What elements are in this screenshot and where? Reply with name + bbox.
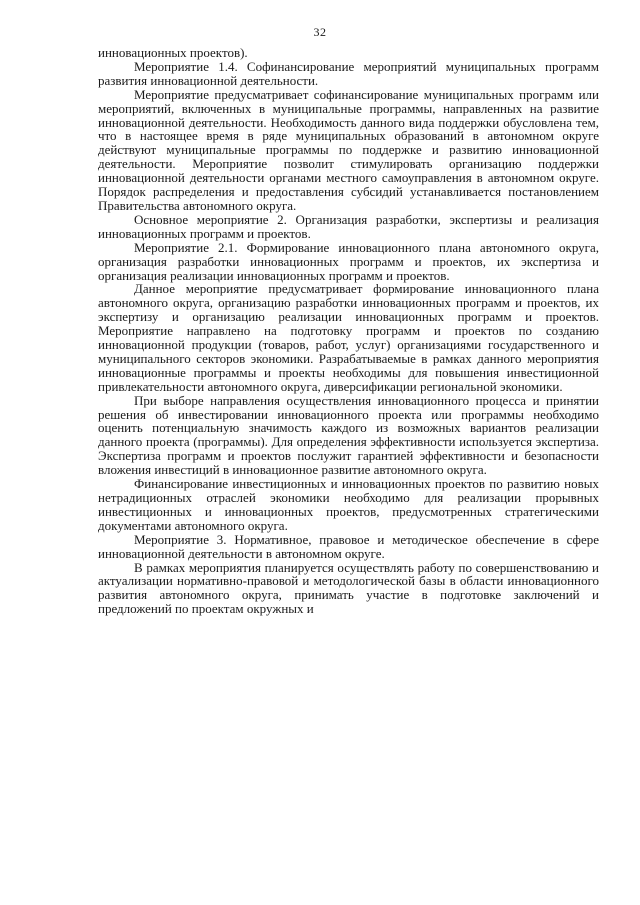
paragraph-measure-3: Мероприятие 3. Нормативное, правовое и методическое обеспечение в сфере инновационной деятельности в автономном округе. bbox=[98, 531, 599, 561]
paragraph-measure-1-4-description: Мероприятие предусматривает софинансирование муниципальных программ или мероприятий, включенных в муниципальные программы, направленных на развитие инновационной деятельности. Необходимость данного вида поддержки обусловлена тем, что в настоящее время в ряде муниципальных образований в автономном округе действуют муниципальные программы по поддержке и развитию инновационной деятельности. Мероприятие позволит стимулировать организацию поддержки инновационной деятельности органами местного самоуправления в автономном округе. Порядок распределения и предоставления субсидий устанавливается постановлением Правительства автономного округа. bbox=[98, 86, 599, 213]
paragraph-financing: Финансирование инвестиционных и инновационных проектов по развитию новых нетрадиционных отраслей экономики необходимо для реализации прорывных инвестиционных и инновационных проектов, предусмотренных стратегическими документами автономного округа. bbox=[98, 476, 599, 533]
paragraph-measure-2-1-description: Данное мероприятие предусматривает формирование инновационного плана автономного округа, организацию разработки инновационных программ и проектов, их экспертизу и организацию реализации инновационных программ и проектов. Мероприятие направлено на подготовку программ и проектов по созданию инновационной продукции (товаров, работ, услуг) организациями государственного и муниципального секторов экономики. Разрабатываемые в рамках данного мероприятия инновационные программы и проекты необходимы для повышения инвестиционной привлекательности автономного округа, диверсификации региональной экономики. bbox=[98, 281, 599, 394]
paragraph-measure-3-description: В рамках мероприятия планируется осуществлять работу по совершенствованию и актуализации нормативно-правовой и методологической базы в области инновационного развития автономного округа, принимать участие в подготовке заключений и предложений по проектам окружных и bbox=[98, 559, 599, 617]
paragraph-measure-2-1: Мероприятие 2.1. Формирование инновационного плана автономного округа, организация разработки инновационных программ и проектов, их экспертиза и организация реализации инновационных программ и проектов. bbox=[98, 239, 599, 283]
paragraph-measure-1-4: Мероприятие 1.4. Софинансирование мероприятий муниципальных программ развития инновационной деятельности. bbox=[98, 58, 599, 88]
page-number: 32 bbox=[313, 25, 327, 39]
paragraph-continuation: инновационных проектов). bbox=[98, 45, 248, 60]
document-body bbox=[98, 46, 599, 616]
paragraph-expertise: При выборе направления осуществления инновационного процесса и принятии решения об инвестировании инновационного проекта или программы необходимо оценить потенциальную значимость каждого из возможных вариантов реализации данного проекта (программы). Для определения эффективности используется экспертиза. Экспертиза программ и проектов послужит гарантией эффективности и безопасности вложения инвестиций в инновационное развитие автономного округа. bbox=[98, 392, 599, 478]
paragraph-main-measure-2: Основное мероприятие 2. Организация разработки, экспертизы и реализация инновационных программ и проектов. bbox=[98, 211, 599, 241]
